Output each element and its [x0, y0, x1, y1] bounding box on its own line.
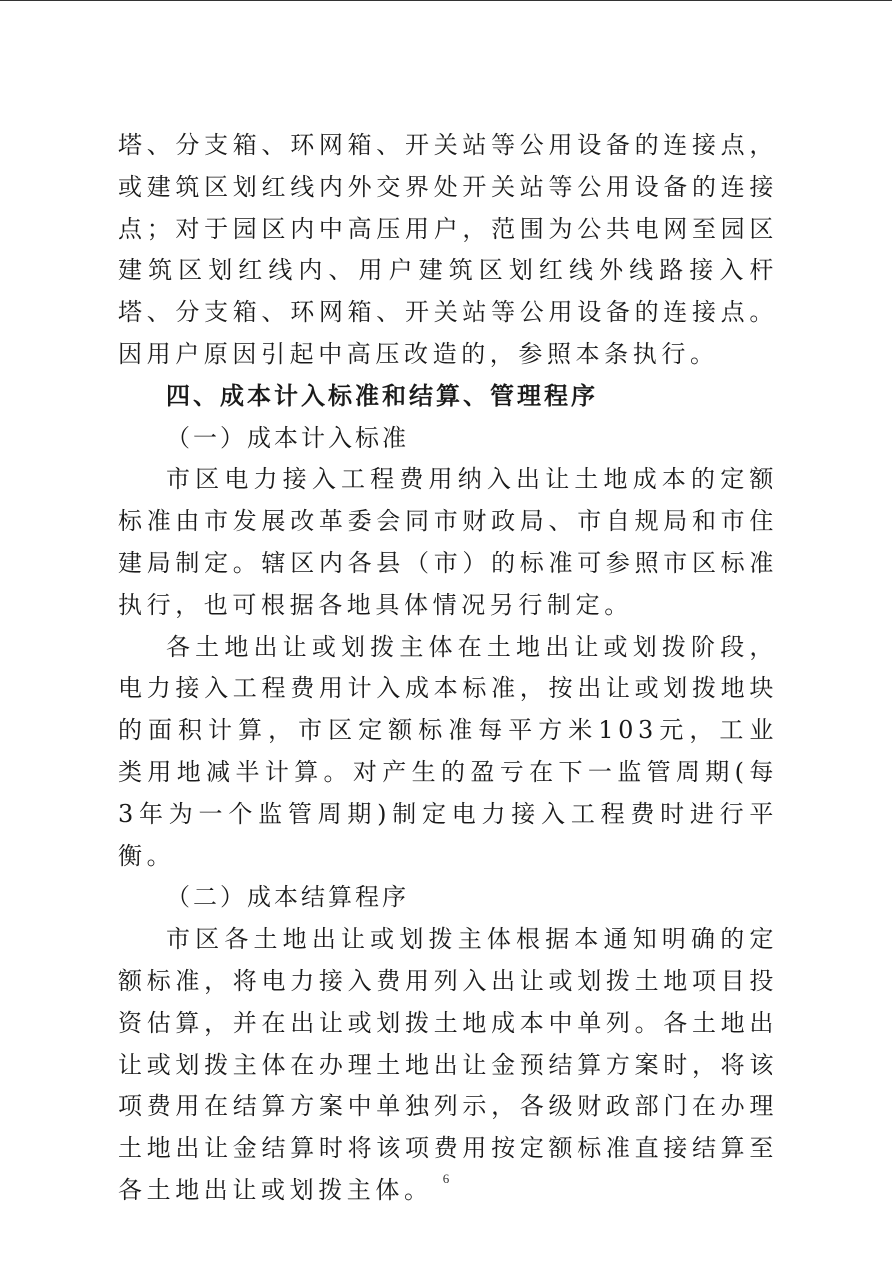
paragraph-settlement-procedure: 市区各土地出让或划拨主体根据本通知明确的定额标准，将电力接入费用列入出让或划拨土地项目投资估算，并在出让或划拨土地成本中单列。各土地出让或划拨主体在办理土地出让金预结算方案时，将该项费用在结算方案中单独列示，各级财政部门在办理土地出让金结算时将该项费用按定额标准直接结算至各土地出让或划拨主体。: [118, 925, 778, 1204]
paragraph-quota-standard: 市区电力接入工程费用纳入出让土地成本的定额标准由市发展改革委会同市财政局、市自规局和市住建局制定。辖区内各县（市）的标准可参照市区标准执行，也可根据各地具体情况另行制定。: [118, 465, 778, 619]
document-body: [118, 125, 778, 1212]
page-number: 6: [442, 1171, 450, 1186]
subsection-heading-settlement: （二）成本结算程序: [166, 883, 409, 912]
section-heading-four: 四、成本计入标准和结算、管理程序: [166, 381, 598, 410]
subsection-heading-cost-standard: （一）成本计入标准: [166, 423, 409, 452]
paragraph-cost-calculation: 各土地出让或划拨主体在土地出让或划拨阶段，电力接入工程费用计入成本标准，按出让或划拨地块的面积计算，市区定额标准每平方米103元，工业类用地减半计算。对产生的盈亏在下一监管周期(每3年为一个监管周期)制定电力接入工程费时进行平衡。: [118, 632, 778, 870]
paragraph-continuation: 塔、分支箱、环网箱、开关站等公用设备的连接点，或建筑区划红线内外交界处开关站等公用设备的连接点；对于园区内中高压用户，范围为公共电网至园区建筑区划红线内、用户建筑区划红线外线路接入杆塔、分支箱、环网箱、开关站等公用设备的连接点。因用户原因引起中高压改造的，参照本条执行。: [118, 131, 778, 368]
